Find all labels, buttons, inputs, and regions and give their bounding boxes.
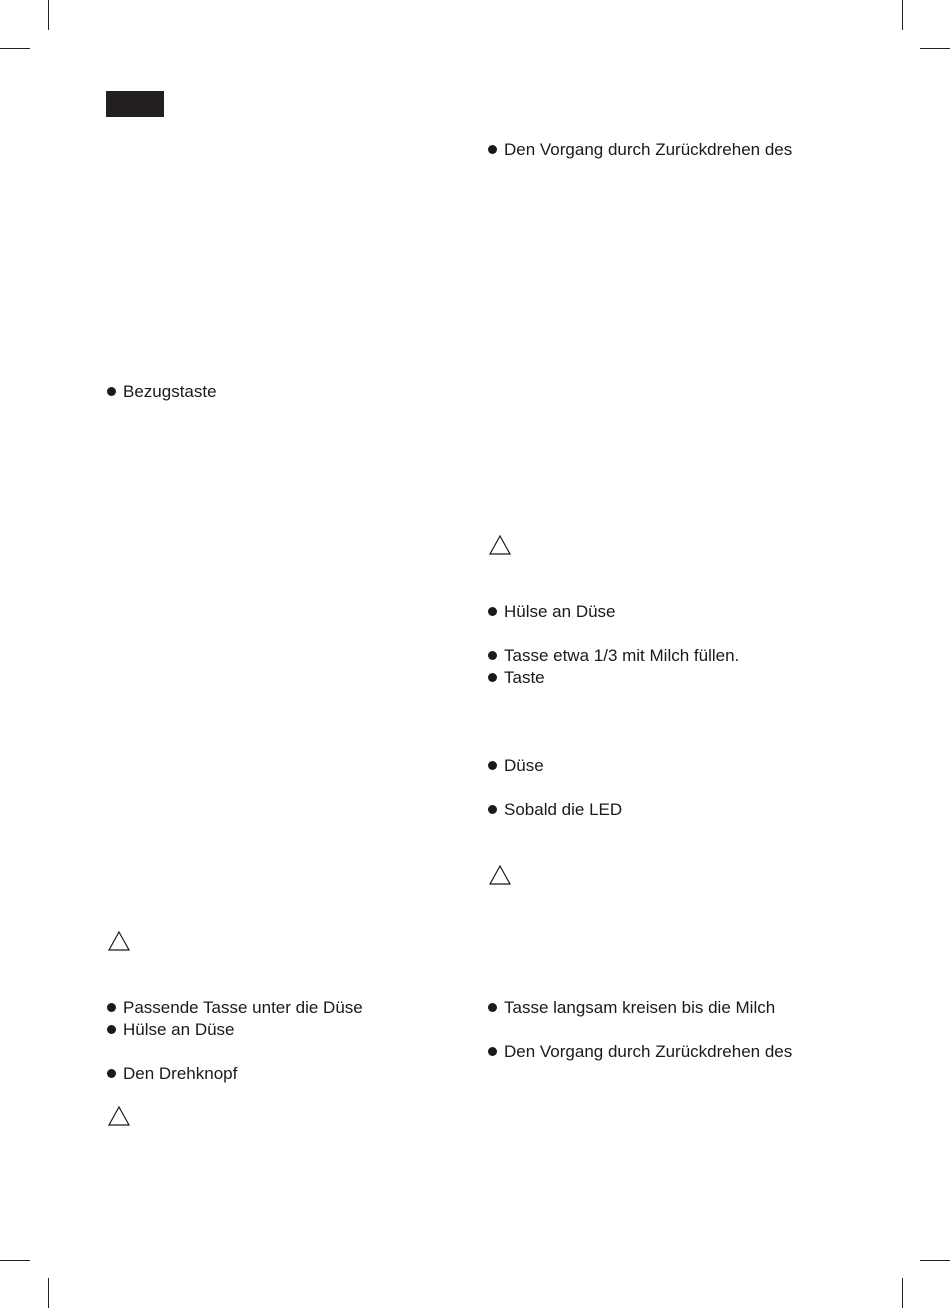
- list-item-text: Den Drehknopf: [123, 1064, 238, 1083]
- list-item: [488, 140, 792, 160]
- list-item-text: Düse: [504, 756, 544, 775]
- list-item-text: Passende Tasse unter die Düse: [123, 998, 363, 1017]
- bullet-icon: [488, 805, 497, 814]
- warning-triangle-icon: [488, 864, 512, 886]
- crop-mark-top-right-vertical: [902, 0, 903, 30]
- list-item-text: Hülse an Düse: [123, 1020, 235, 1039]
- list-item-text: Den Vorgang durch Zurückdrehen des: [504, 140, 793, 159]
- bullet-icon: [488, 1003, 497, 1012]
- bullet-icon: [107, 387, 116, 396]
- list-item: [107, 382, 217, 402]
- crop-mark-bottom-right-horizontal: [920, 1260, 950, 1261]
- list-item: [488, 998, 775, 1018]
- bullet-icon: [488, 761, 497, 770]
- list-item: [488, 646, 739, 666]
- bullet-icon: [488, 1047, 497, 1056]
- bullet-icon: [488, 145, 497, 154]
- list-item: [107, 1064, 237, 1084]
- crop-mark-top-left-vertical: [48, 0, 49, 30]
- bullet-icon: [107, 1003, 116, 1012]
- crop-mark-top-left-horizontal: [0, 48, 30, 49]
- list-item: [488, 800, 622, 820]
- language-tab: [106, 91, 164, 117]
- bullet-icon: [107, 1069, 116, 1078]
- list-item: [107, 1020, 235, 1040]
- list-item: [488, 756, 544, 776]
- crop-mark-bottom-left-horizontal: [0, 1260, 30, 1261]
- list-item-text: Taste: [504, 668, 545, 687]
- bullet-icon: [488, 607, 497, 616]
- bullet-icon: [107, 1025, 116, 1034]
- list-item-text: Hülse an Düse: [504, 602, 616, 621]
- warning-triangle-icon: [488, 534, 512, 556]
- list-item: [488, 668, 545, 688]
- crop-mark-top-right-horizontal: [920, 48, 950, 49]
- list-item-text: Tasse langsam kreisen bis die Milch: [504, 998, 776, 1017]
- list-item: [488, 1042, 792, 1062]
- list-item-text: Tasse etwa 1/3 mit Milch füllen.: [504, 646, 740, 665]
- list-item: [488, 602, 616, 622]
- list-item-text: Bezugstaste: [123, 382, 217, 401]
- crop-mark-bottom-right-vertical: [902, 1278, 903, 1308]
- list-item-text: Sobald die LED: [504, 800, 623, 819]
- warning-triangle-icon: [107, 1105, 131, 1127]
- crop-mark-bottom-left-vertical: [48, 1278, 49, 1308]
- warning-triangle-icon: [107, 930, 131, 952]
- list-item: [107, 998, 363, 1018]
- bullet-icon: [488, 673, 497, 682]
- bullet-icon: [488, 651, 497, 660]
- list-item-text: Den Vorgang durch Zurückdrehen des: [504, 1042, 793, 1061]
